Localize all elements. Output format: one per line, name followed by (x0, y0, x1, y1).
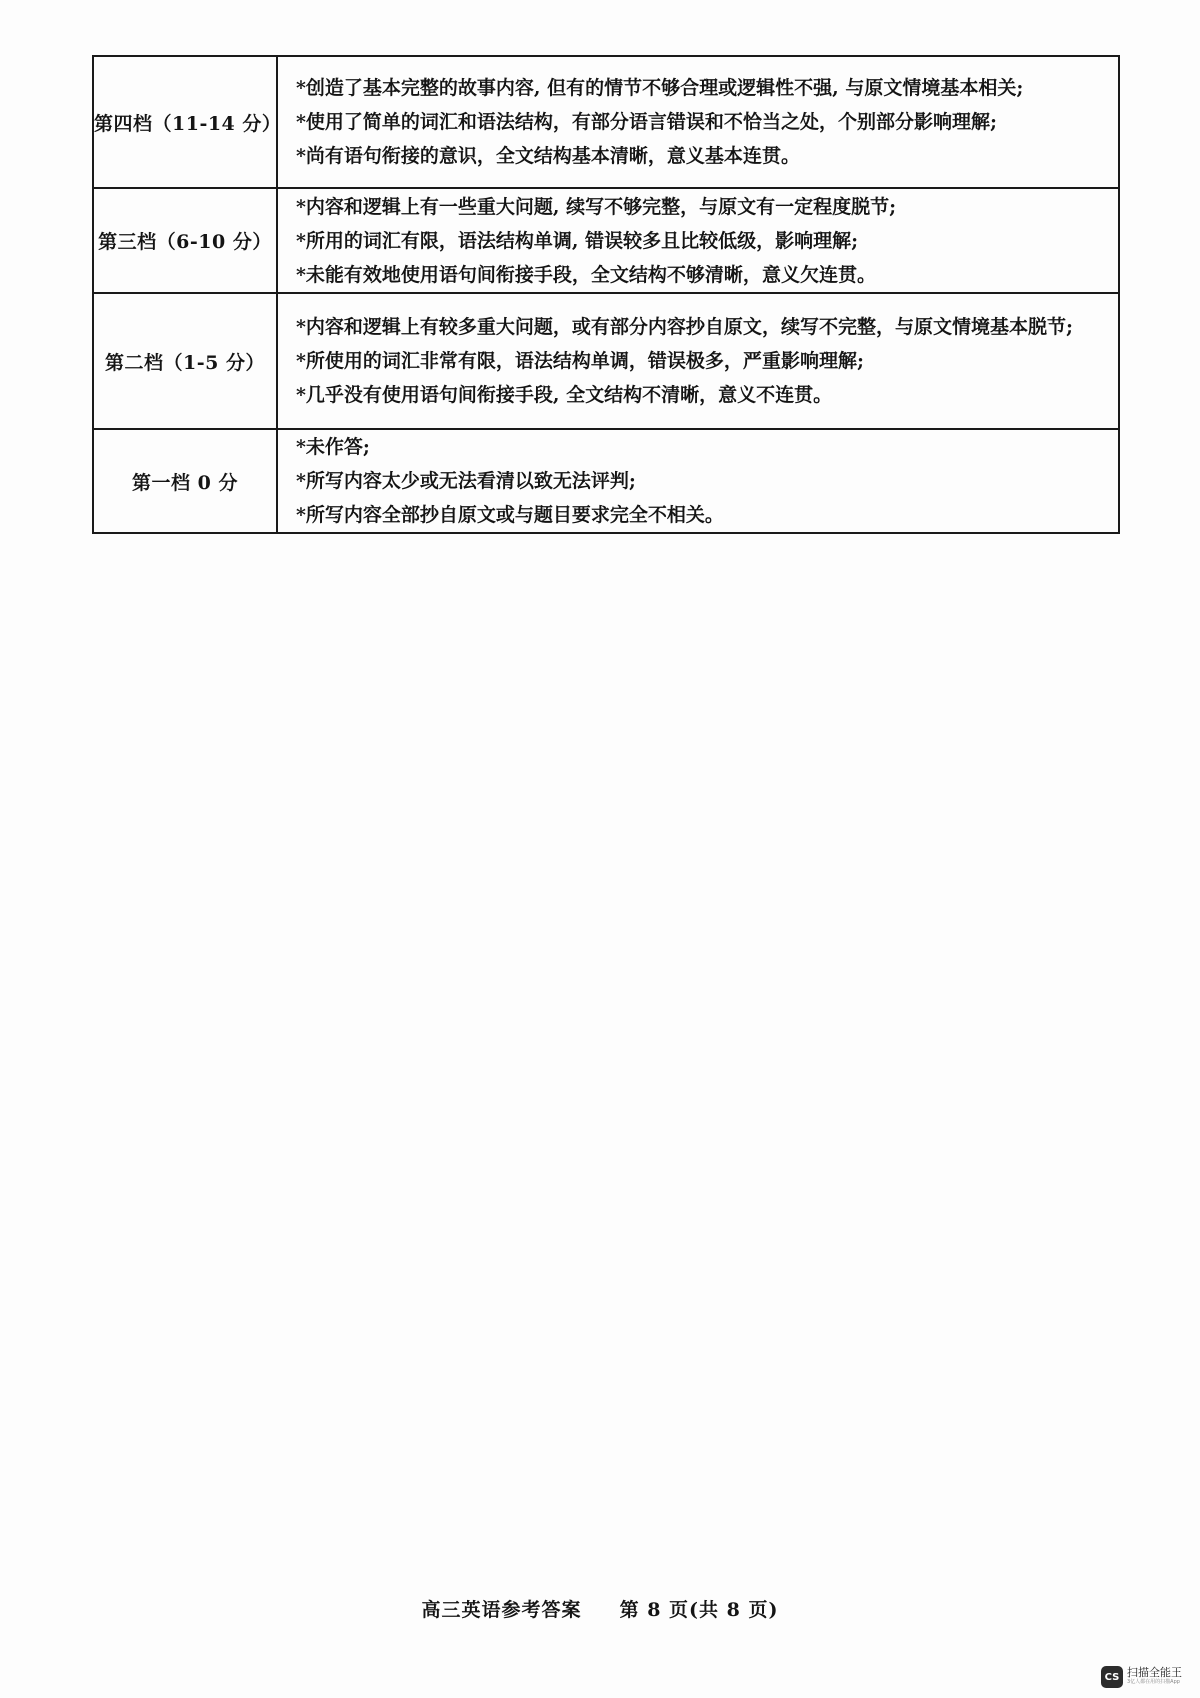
criterion-language: *所用的词汇有限，语法结构单调, 错误较多且比较低级，影响理解; (296, 229, 859, 252)
rubric-row-grade-1 (93, 429, 1119, 533)
grade-label: 第二档（1-5 分） (93, 293, 277, 429)
grade-description (277, 293, 1119, 429)
grade-description (277, 429, 1119, 533)
criterion-content: *内容和逻辑上有一些重大问题, 续写不够完整，与原文有一定程度脱节; (296, 195, 897, 218)
watermark-app-name: 扫描全能王 (1127, 1666, 1182, 1679)
watermark-text (1127, 1666, 1182, 1686)
page-footer (0, 1595, 1200, 1622)
criterion-too-little: *所写内容太少或无法看清以致无法评判; (296, 470, 636, 492)
footer-page-number: 第 8 页(共 8 页) (619, 1599, 779, 1621)
grade-description (277, 188, 1119, 293)
criterion-copied: *所写内容全部抄自原文或与题目要求完全不相关。 (296, 504, 724, 526)
grade-label: 第三档（6-10 分） (93, 188, 277, 293)
rubric-row-grade-2 (93, 293, 1119, 429)
scoring-rubric-table (92, 55, 1120, 534)
criterion-coherence: *未能有效地使用语句间衔接手段，全文结构不够清晰，意义欠连贯。 (296, 263, 876, 286)
criterion-coherence: *尚有语句衔接的意识，全文结构基本清晰，意义基本连贯。 (296, 145, 800, 167)
footer-doc-title: 高三英语参考答案 (421, 1599, 582, 1621)
criterion-content: *创造了基本完整的故事内容, 但有的情节不够合理或逻辑性不强, 与原文情境基本相关; (296, 77, 1024, 99)
grade-label: 第一档 0 分 (93, 429, 277, 533)
criterion-language: *使用了简单的词汇和语法结构，有部分语言错误和不恰当之处，个别部分影响理解; (296, 111, 997, 133)
criterion-content: *内容和逻辑上有较多重大问题，或有部分内容抄自原文，续写不完整，与原文情境基本脱节; (296, 316, 1073, 338)
grade-description (277, 56, 1119, 188)
grade-label: 第四档（11-14 分） (93, 56, 277, 188)
rubric-row-grade-4 (93, 56, 1119, 188)
scanner-watermark (1101, 1666, 1182, 1688)
criterion-no-answer: *未作答; (296, 436, 370, 458)
criterion-language: *所使用的词汇非常有限，语法结构单调，错误极多，严重影响理解; (296, 350, 864, 372)
rubric-row-grade-3 (93, 188, 1119, 293)
criterion-coherence: *几乎没有使用语句间衔接手段, 全文结构不清晰，意义不连贯。 (296, 384, 833, 406)
camscanner-logo-icon: CS (1101, 1666, 1123, 1688)
watermark-tagline: 3亿人都在用的扫描App (1127, 1679, 1180, 1685)
